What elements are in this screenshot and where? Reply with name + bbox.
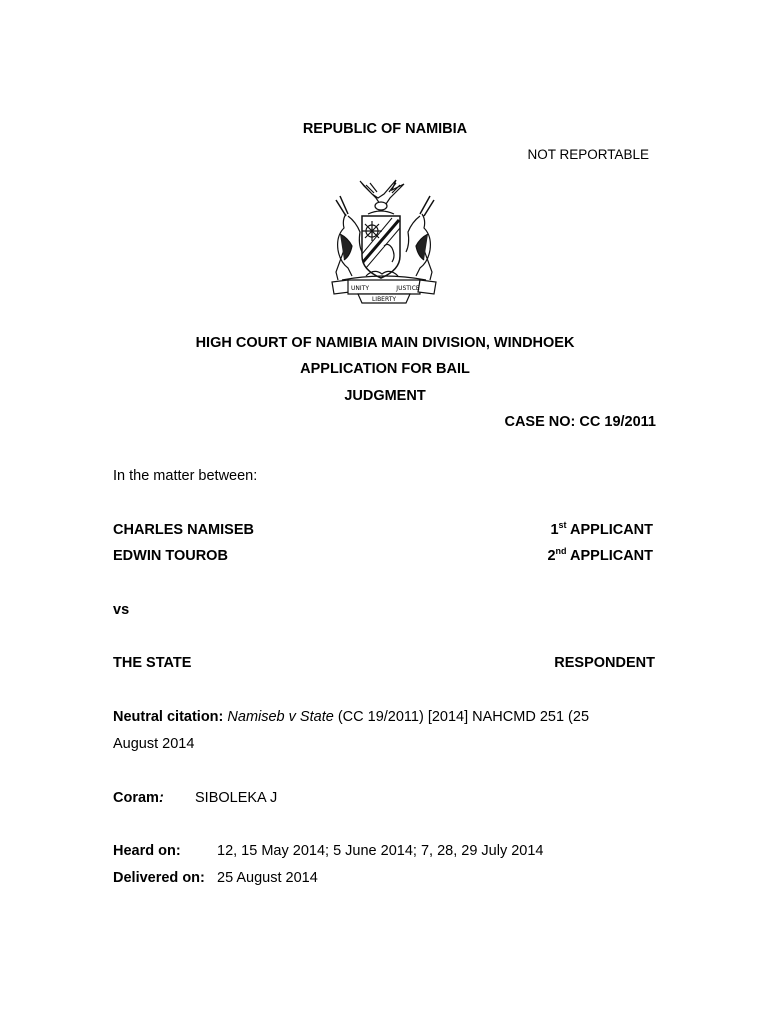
matter-intro: In the matter between: bbox=[113, 468, 258, 484]
application-type: APPLICATION FOR BAIL bbox=[300, 361, 470, 377]
coram-value: SIBOLEKA J bbox=[195, 790, 278, 806]
respondent-name: THE STATE bbox=[113, 655, 192, 671]
citation-label: Neutral citation: bbox=[113, 709, 224, 725]
applicant1-ordinal: 1 bbox=[550, 522, 559, 538]
heard-label: Heard on: bbox=[113, 843, 181, 859]
republic-heading: REPUBLIC OF NAMIBIA bbox=[302, 121, 468, 137]
motto-justice: JUSTICE bbox=[396, 285, 420, 292]
court-name: HIGH COURT OF NAMIBIA MAIN DIVISION, WINDHOEK bbox=[195, 335, 575, 351]
coram-colon: : bbox=[158, 790, 164, 806]
applicant2-role bbox=[547, 548, 653, 564]
delivered-value: 25 August 2014 bbox=[217, 870, 318, 886]
applicant2-ordinal: 2 bbox=[547, 548, 556, 564]
namibia-coat-of-arms bbox=[322, 176, 446, 304]
judgment-heading: JUDGMENT bbox=[344, 388, 426, 404]
citation-date: August 2014 bbox=[113, 736, 195, 752]
citation-case-name: Namiseb v State bbox=[227, 709, 334, 725]
applicant1-ordinal-suffix: st bbox=[558, 520, 567, 530]
respondent-role: RESPONDENT bbox=[554, 655, 655, 671]
motto-unity: UNITY bbox=[351, 285, 369, 292]
delivered-label: Delivered on: bbox=[113, 870, 205, 886]
coram-label: Coram: bbox=[113, 790, 164, 806]
citation-reference: (CC 19/2011) [2014] NAHCMD 251 (25 bbox=[333, 709, 590, 725]
motto-liberty: LIBERTY bbox=[371, 296, 397, 303]
applicant1-role bbox=[550, 522, 653, 538]
versus-label: vs bbox=[113, 602, 130, 618]
case-number: CASE NO: CC 19/2011 bbox=[504, 414, 656, 430]
applicant2-ordinal-suffix: nd bbox=[555, 546, 567, 556]
applicant1-name: CHARLES NAMISEB bbox=[113, 522, 254, 538]
applicant2-role-label: APPLICANT bbox=[566, 548, 653, 564]
neutral-citation bbox=[113, 704, 657, 758]
applicant1-role-label: APPLICANT bbox=[566, 522, 653, 538]
applicant2-name: EDWIN TOUROB bbox=[113, 548, 228, 564]
heard-value: 12, 15 May 2014; 5 June 2014; 7, 28, 29 July 2014 bbox=[217, 843, 544, 859]
not-reportable-label: NOT REPORTABLE bbox=[527, 147, 649, 162]
